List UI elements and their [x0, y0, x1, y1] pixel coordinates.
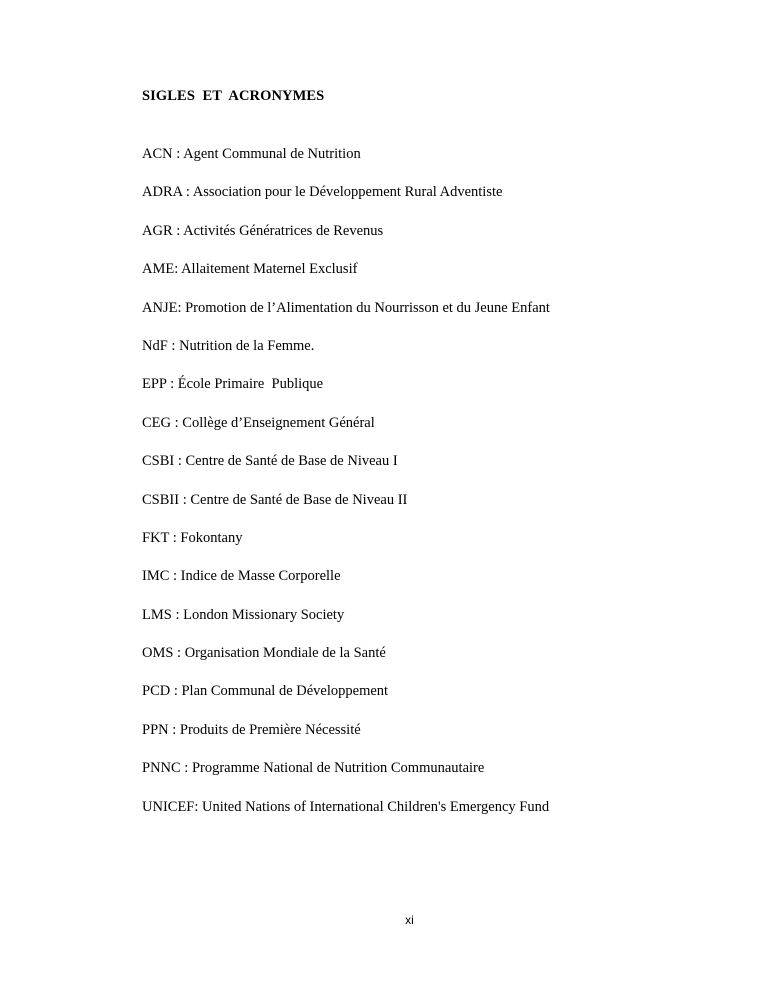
acronym-entry-ndf: NdF : Nutrition de la Femme.	[142, 337, 315, 354]
acronym-entry-anje: ANJE: Promotion de l’Alimentation du Nourrisson et du Jeune Enfant	[142, 299, 550, 316]
acronym-entry-pcd: PCD : Plan Communal de Développement	[142, 683, 389, 700]
acronym-entry-epp: EPP : École Primaire Publique	[142, 376, 324, 393]
acronym-entry-pnnc: PNNC : Programme National de Nutrition Communautaire	[142, 760, 485, 777]
acronym-entry-adra: ADRA : Association pour le Développement Rural Adventiste	[142, 184, 503, 201]
acronym-entry-csbii: CSBII : Centre de Santé de Base de Niveau II	[142, 491, 408, 508]
acronym-entry-oms: OMS : Organisation Mondiale de la Santé	[142, 645, 386, 662]
acronym-entry-csbi: CSBI : Centre de Santé de Base de Niveau I	[142, 453, 398, 470]
acronym-entry-ame: AME: Allaitement Maternel Exclusif	[142, 261, 358, 278]
acronym-entry-acn: ACN : Agent Communal de Nutrition	[142, 146, 361, 162]
page-title: SIGLES ET ACRONYMES	[142, 88, 325, 104]
acronym-entry-ceg: CEG : Collège d’Enseignement Général	[142, 414, 375, 431]
page-number: xi	[405, 913, 414, 927]
acronym-entry-imc: IMC : Indice de Masse Corporelle	[142, 568, 341, 585]
acronym-entry-unicef: UNICEF: United Nations of International Children's Emergency Fund	[142, 798, 550, 815]
acronym-entry-lms: LMS : London Missionary Society	[142, 606, 345, 623]
acronym-list	[142, 145, 550, 836]
acronym-entry-fkt: FKT : Fokontany	[142, 529, 243, 546]
acronym-entry-ppn: PPN : Produits de Première Nécessité	[142, 721, 361, 738]
acronym-entry-agr: AGR : Activités Génératrices de Revenus	[142, 222, 384, 239]
